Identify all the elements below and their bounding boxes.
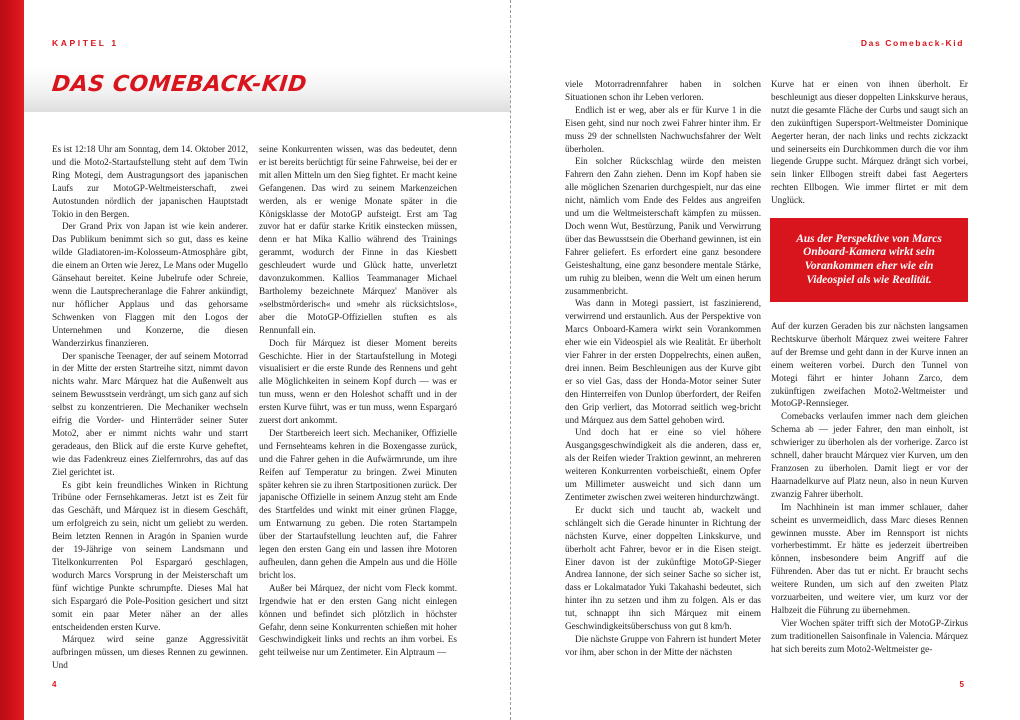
- paragraph: Márquez wird seine ganze Aggressivität aufbringen müssen, um dieses Rennen zu gewinnen. Und: [52, 634, 248, 671]
- paragraph: Im Nachhinein ist man immer schlauer, daher scheint es unvermeidlich, dass Marc dieses Rennen gewinnen musste. Aber im Rennsport ist nichts vorherbestimmt. Er hätte es jederzeit übertreiben können, insbesondere beim Angriff auf die Führenden. Aber das tut er nicht. Er braucht sechs weitere Runden, um sich auf den zweiten Platz vorzuarbeiten, und weitere vier, um kurz vor der Halbzeit die Führung zu übernehmen.: [771, 501, 968, 615]
- chapter-title: DAS COMEBACK-KID: [50, 72, 309, 97]
- text-column-4-top: [771, 78, 968, 207]
- pull-quote-text: Aus der Perspektive von Marcs Onboard-Kamera wirkt sein Vorankommen eher wie ein Videospiel als wie Realität.: [796, 232, 942, 286]
- text-column-3: [565, 78, 761, 659]
- paragraph: Die nächste Gruppe von Fahrern ist hundert Meter vor ihm, aber schon in der Mitte der nächsten: [565, 633, 761, 657]
- pull-quote: [770, 218, 968, 302]
- paragraph: Der Startbereich leert sich. Mechaniker, Offizielle und Fernsehteams kehren in die Boxengasse zurück, und die Fahrer gehen in die Aufwärmrunde, um ihre Reifen auf Temperatur zu bringen. Zwei Minuten später kehren sie zu ihren Startpositionen zurück. Der japanische Offizielle in seinem Anzug steht am Ende des Startfeldes und winkt mit einer grünen Flagge, um Entwarnung zu geben. Die roten Startampeln über der Startaufstellung leuchten auf, die Fahrer legen den ersten Gang ein und lassen ihre Motoren aufheulen, dann gehen die Ampeln aus und die Hölle bricht los.: [259, 427, 457, 580]
- red-edge-bar: [0, 0, 24, 720]
- paragraph: Es ist 12:18 Uhr am Sonntag, dem 14. Oktober 2012, und die Moto2-Startaufstellung steht auf dem Twin Ring Motegi, dem Austragungsort des japanischen Laufs zur MotoGP-Weltmeisterschaft, zwei Autostunden nördlich der japanischen Hauptstadt Tokio in den Bergen.: [52, 144, 248, 219]
- paragraph: Er duckt sich und taucht ab, wackelt und schlängelt sich die Gerade hinunter in Richtung der nächsten Kurve, einer doppelten Linkskurve, und überholt acht Fahrer, bevor er in die Eisen steigt. Einer davon ist der zukünftige MotoGP-Sieger Andrea Iannone, der sich seiner Sache so sicher ist, dass er Lokalmatador Yuki Takahashi bedeutet, sich hinter ihn zu setzen und ihm zu folgen. Als er das tut, schnappt ihn sich Márquez mit einem Geschwindigkeitsüberschuss von gut 8 km/h.: [565, 504, 761, 632]
- paragraph: Auf der kurzen Geraden bis zur nächsten langsamen Rechtskurve überholt Márquez zwei weitere Fahrer auf der Bremse und geht dann in der Kurve innen an einem weiteren vorbei. Durch den Tunnel von Motegi fährt er hinter Johann Zarco, dem zukünftigen zweifachen Moto2-Weltmeister und MotoGP-Rennsieger.: [771, 321, 968, 409]
- paragraph: Ein solcher Rückschlag würde den meisten Fahrern den Zahn ziehen. Denn im Kopf haben sie alle möglichen Szenarien durchgespielt, nur das eine nicht, nämlich vom Ende des Feldes aus angreifen und um die Weltmeisterschaft kämpfen zu müssen. Doch wenn Wut, Bestürzung, Panik und Verwirrung über das Bewusstsein die Oberhand gewinnen, ist ein Fahrer geliefert. Es erfordert eine ganz besondere Geisteshaltung, eine ganz besondere mentale Stärke, um ruhig zu bleiben, wenn die Welt um einen herum zusammenbricht.: [565, 156, 761, 296]
- page-number-right: 5: [959, 680, 964, 689]
- running-head-right: Das Comeback-Kid: [860, 38, 964, 48]
- paragraph: Der spanische Teenager, der auf seinem Motorrad in der Mitte der ersten Startreihe sitzt, nimmt davon nichts wahr. Marc Márquez hat die Außenwelt aus seinem Bewusstsein verdrängt, um sich ganz auf sich selbst zu konzentrieren. Die Mechaniker wechseln eifrig die Vorder- und Hinterräder seiner Suter Moto2, aber er nimmt nichts wahr und starrt geradeaus, den Blick auf die erste Kurve geheftet, wie das Fadenkreuz eines Zielfernrohrs, das auf das Ziel gerichtet ist.: [52, 350, 248, 477]
- paragraph: Comebacks verlaufen immer nach dem gleichen Schema ab — jeder Fahrer, den man einholt, ist schwieriger zu überholen als der vorherige. Zarco ist schnell, daher braucht Márquez vier Kurven, um den Franzosen zu überholen. Damit liegt er vor der Haarnadelkurve auf Platz neun, also in neun Kurven zwanzig Fahrer überholt.: [771, 411, 968, 499]
- paragraph: Doch für Márquez ist dieser Moment bereits Geschichte. Hier in der Startaufstellung in Motegi visualisiert er die erste Runde des Rennens und geht alle Möglichkeiten in seinem Kopf durch — was er tun muss, wenn er den Holeshot schafft und in der ersten Kurve führt, was er tun muss, wenn Espargaró zuerst dort ankommt.: [259, 337, 457, 426]
- running-head-left: KAPITEL 1: [52, 38, 119, 48]
- page-number-left: 4: [52, 680, 57, 689]
- paragraph: seine Konkurrenten wissen, was das bedeutet, denn er ist bereits berüchtigt für seine Fahrweise, bei der er mit allen Mitteln um den Sieg fightet. Er macht keine Gefangenen. Das wird zu seinem Markenzeichen werden, als er wenige Monate später in die Königsklasse der MotoGP aufsteigt. Erst am Tag zuvor hat er dafür starke Kritik einstecken müssen, denn er hat Mika Kallio während des Trainings gerammt, wodurch der Finne in das Kiesbett geschleudert wurde und Glück hatte, unverletzt davonzukommen. Kallios Teammanager Michael Bartholemy bezeichnete Márquez' Manöver als »selbstmörderisch« und »mehr als rücksichtslos«, aber die MotoGP-Offiziellen stuften es als Rennunfall ein.: [259, 144, 457, 335]
- paragraph: Vier Wochen später trifft sich der MotoGP-Zirkus zum traditionellen Saisonfinale in Valencia. Márquez hat sich bereits zum Moto2-Weltmeister ge-: [771, 617, 968, 654]
- paragraph: Und doch hat er eine so viel höhere Ausgangsgeschwindigkeit als die anderen, dass er, als der Reifen wieder Traktion gewinnt, an mehreren weiteren Konkurrenten vorbeischießt, einem Opfer um Millimeter ausweicht und sich dann um Zentimeter zwischen zwei weiteren hindurchzwängt.: [565, 427, 761, 502]
- paragraph: Was dann in Motegi passiert, ist faszinierend, verwirrend und erstaunlich. Aus der Perspektive von Marcs Onboard-Kamera wirkt sein Vorankommen eher wie ein Videospiel als wie Realität. Er überholt vier Fahrer in der ersten Doppelrechts, einen außen, drei innen. Beim Beschleunigen aus der Kurve gibt er so viel Gas, dass der Honda-Motor seiner Suter den Hinterreifen von Dunlop überfordert, der Reifen den Grip verliert, das Motorrad seitlich weg-bricht und Márquez aus dem Sattel gehoben wird.: [565, 298, 761, 425]
- paragraph: Der Grand Prix von Japan ist wie kein anderer. Das Publikum benimmt sich so gut, dass es keine wilde Gladiatoren-im-Kolosseum-Atmosphäre gibt, die einem an Orten wie Jerez, Le Mans oder Mugello Gänsehaut bereitet. Keine Jubelrufe oder Schreie, wenn die Lautsprecheranlage die Fahrer ankündigt, nur höflicher Applaus und das gehorsame Schwenken von Flaggen mit den Logos der Unternehmen und Konzerne, die diesen Wanderzirkus finanzieren.: [52, 221, 248, 348]
- paragraph: viele Motorradrennfahrer haben in solchen Situationen schon ihr Leben verloren.: [565, 79, 761, 102]
- paragraph: Es gibt kein freundliches Winken in Richtung Tribüne oder Fernsehkameras. Jetzt ist es Zeit für das Geschäft, und Márquez ist in diesem Geschäft, um erfolgreich zu sein, nicht um geliebt zu werden. Beim letzten Rennen in Aragón in Spanien wurde der 19-Jährige von seinem Landsmann und Titelkonkurrenten Pol Espargaró geschlagen, wodurch Marcs Vorsprung in der Meisterschaft um fünf wichtige Punkte schrumpfte. Dieses Mal hat sich Espargaró die Pole-Position gesichert und sitzt somit ein paar Meter näher an der alles entscheidenden ersten Kurve.: [52, 479, 248, 632]
- text-column-1: [52, 143, 248, 672]
- text-column-2: [259, 143, 457, 659]
- paragraph: Endlich ist er weg, aber als er für Kurve 1 in die Eisen geht, sind nur noch zwei Fahrer hinter ihm. Er muss 29 der schnellsten Nachwuchsfahrer der Welt überholen.: [565, 104, 761, 154]
- text-column-4-bottom: [771, 320, 968, 656]
- paragraph: Außer bei Márquez, der nicht vom Fleck kommt. Irgendwie hat er den ersten Gang nicht einlegen können und befindet sich plötzlich in höchster Gefahr, denn seine Konkurrenten schießen mit hoher Geschwindigkeit links und rechts an ihm vorbei. Es geht teilweise nur um Zentimeter. Ein Alptraum —: [259, 582, 457, 658]
- paragraph: Kurve hat er einen von ihnen überholt. Er beschleunigt aus dieser doppelten Linkskurve heraus, nutzt die gesamte Fläche der Curbs und saugt sich an den zukünftigen Supersport-Weltmeister Dominique Aegerter heran, der nach links und rechts zickzackt und seinerseits ein Durchkommen durch die vor ihm liegende Gruppe sucht. Márquez drängt sich vorbei, sein linker Ellbogen streift dabei fast Aegerters rechten Ellbogen. Wie immer flirtet er mit dem Unglück.: [771, 79, 968, 206]
- page-gutter: [510, 0, 511, 720]
